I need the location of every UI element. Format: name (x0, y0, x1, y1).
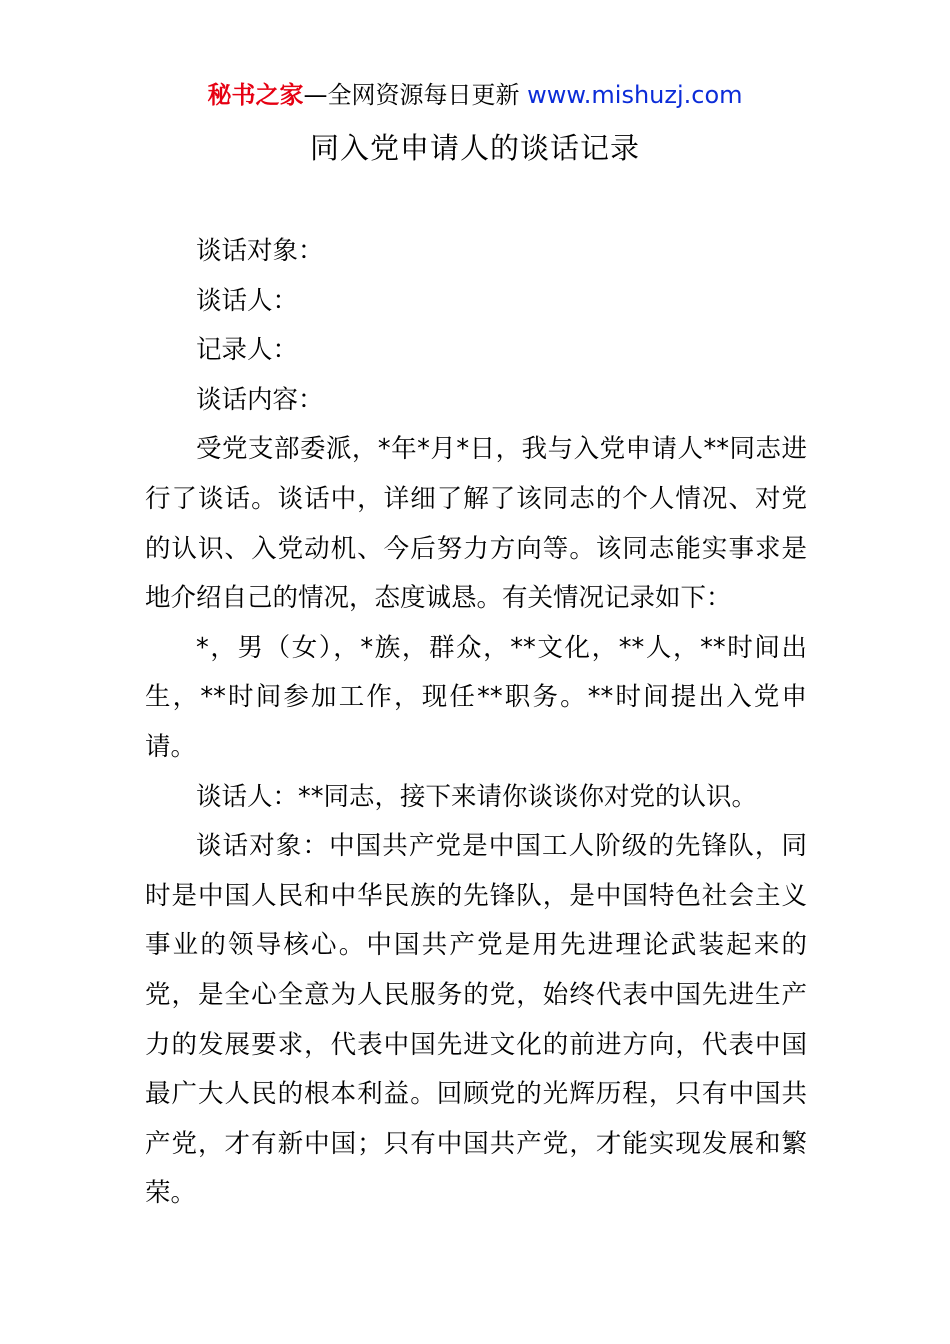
paragraph-profile: *，男（女），*族，群众，**文化，**人，**时间出生，**时间参加工作，现任**职务。**时间提出入党申请。 (145, 632, 807, 762)
field-content-heading: 谈话内容： (196, 384, 324, 415)
paragraph-answer: 谈话对象：中国共产党是中国工人阶级的先锋队，同时是中国人民和中华民族的先锋队，是中国特色社会主义事业的领导核心。中国共产党是用先进理论武装起来的党，是全心全意为人民服务的党，始终代表中国先进生产力的发展要求，代表中国先进文化的前进方向，代表中国最广大人民的根本利益。回顾党的光辉历程，只有中国共产党，才有新中国；只有中国共产党，才能实现发展和繁荣。 (145, 831, 807, 1209)
document-title: 同入党申请人的谈话记录 (309, 131, 640, 165)
site-tagline: —全网资源每日更新 (303, 81, 528, 109)
field-interviewee: 谈话对象： (196, 236, 324, 266)
field-interviewer: 谈话人： (196, 285, 299, 316)
site-header (0, 78, 950, 112)
document-body (145, 227, 807, 1219)
paragraph-intro: 受党支部委派，*年*月*日，我与入党申请人**同志进行了谈话。谈话中，详细了解了该同志的个人情况、对党的认识、入党动机、今后努力方向等。该同志能实事求是地介绍自己的情况，态度诚恳。有关情况记录如下： (145, 434, 807, 614)
paragraph-question: 谈话人：**同志，接下来请你谈谈你对党的认识。 (196, 781, 758, 812)
site-url-link[interactable]: www.mishuzj.com (527, 81, 743, 109)
site-brand: 秘书之家 (207, 81, 304, 109)
field-recorder: 记录人： (196, 335, 299, 366)
